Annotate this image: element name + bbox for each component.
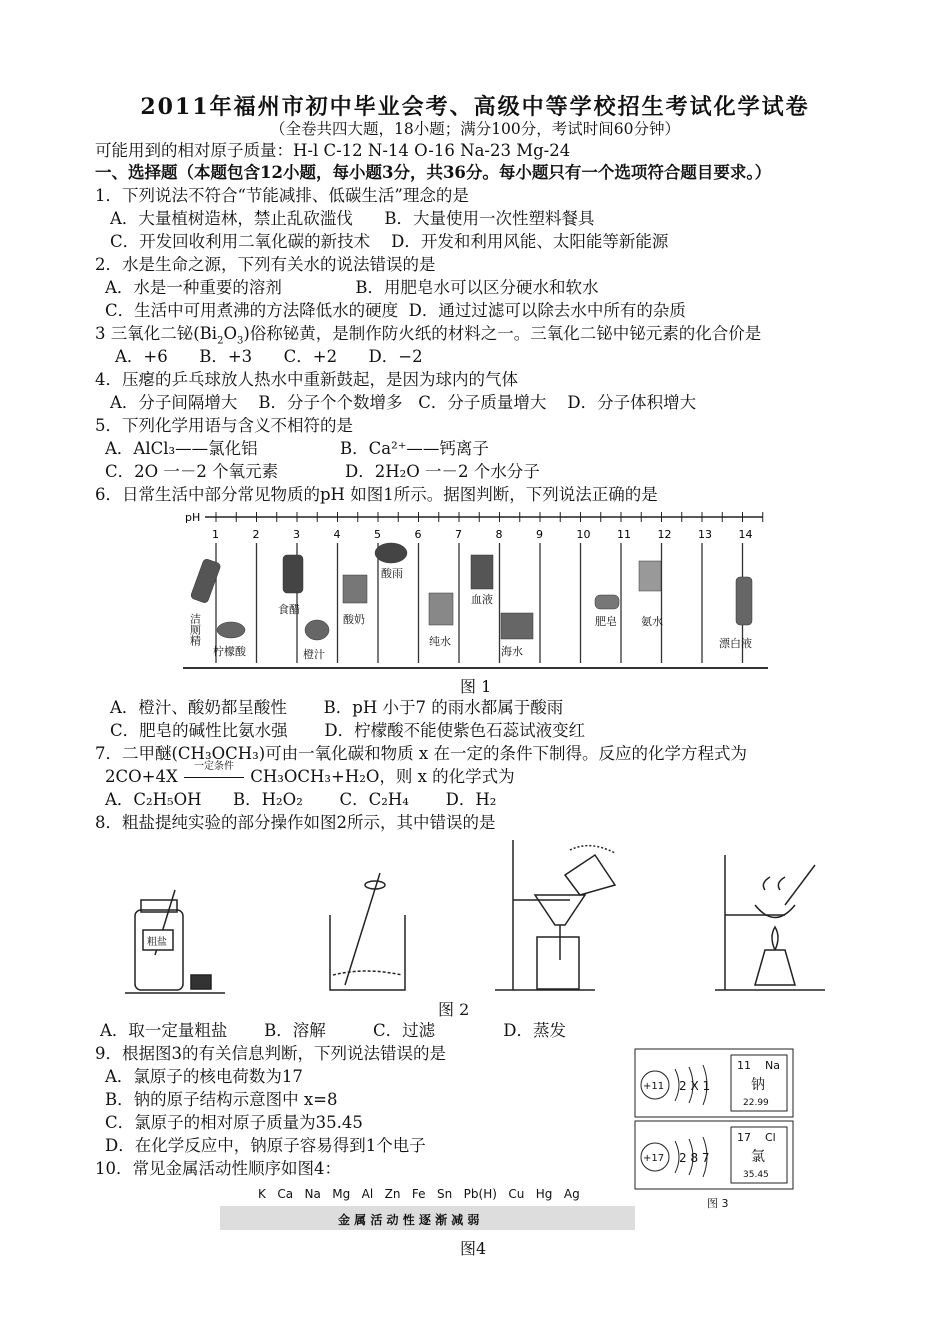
label-seawater: 海水 (501, 645, 523, 658)
label-soap: 肥皂 (595, 615, 617, 628)
na-mass: 22.99 (743, 1098, 769, 1108)
activity-trend-label: 金 属 活 动 性 逐 渐 减 弱 (338, 1213, 480, 1227)
blood-bag (471, 555, 493, 589)
q7-condition: 一定条件 (193, 761, 234, 772)
evaporation-drawing (715, 855, 825, 990)
na-symbol: Na (765, 1059, 780, 1072)
na-number: 11 (737, 1059, 751, 1072)
q6-options-cd: C．肥皂的碱性比氨水强 D．柠檬酸不能使紫色石蕊试液变红 (110, 721, 586, 740)
figure-4-caption: 图4 (460, 1239, 487, 1258)
orange-icon (305, 620, 329, 640)
ph-tick-label: 8 (495, 528, 503, 541)
jar-label: 粗盐 (147, 937, 167, 948)
na-name: 钠 (751, 1077, 765, 1093)
ph-tick-label: 4 (333, 528, 341, 541)
q2-options-ab: A．水是一种重要的溶剂 B．用肥皂水可以区分硬水和软水 (105, 278, 599, 297)
label-citric-acid: 柠檬酸 (213, 645, 246, 658)
q5-option-c: C．2O 一－2 个氧元素 (105, 462, 279, 481)
ph-tick-label: 3 (293, 528, 300, 541)
cl-shells: 2 8 7 (679, 1151, 710, 1165)
soap-icon (595, 595, 619, 609)
q7-options: A．C₂H₅OH B．H₂O₂ C．C₂H₄ D．H₂ (105, 790, 497, 809)
seawater-icon (501, 613, 533, 639)
q5-stem: 5．下列化学用语与含义不相符的是 (95, 416, 353, 435)
q7-stem: 7．二甲醚(CH₃OCH₃)可由一氧化碳和物质 x 在一定的条件下制得。反应的化学方程式为 (95, 744, 747, 763)
label-yogurt: 酸奶 (343, 613, 365, 626)
ph-tick-label: 11 (617, 528, 631, 541)
atomic-masses: 可能用到的相对原子质量：H-l C-12 N-14 O-16 Na-23 Mg-24 (95, 141, 571, 160)
ph-tick-label: 14 (738, 528, 753, 541)
q4-options: A．分子间隔增大 B．分子个个数增多 C．分子质量增大 D．分子体积增大 (110, 393, 697, 412)
q9-stem: 9．根据图3的有关信息判断，下列说法错误的是 (95, 1044, 446, 1063)
label-pure-water: 纯水 (429, 635, 451, 648)
figure-3-caption: 图 3 (707, 1197, 729, 1210)
ph-tick-label: 5 (374, 528, 381, 541)
lemon-icon (217, 622, 245, 638)
label-toilet-cleaner: 洁厕精 (188, 613, 202, 646)
exam-subtitle: （全卷共四大题，18小题；满分100分，考试时间60分钟） (269, 120, 681, 138)
q8-stem: 8．粗盐提纯实验的部分操作如图2所示，其中错误的是 (95, 813, 496, 832)
salt-jar-drawing (125, 890, 225, 993)
q6-options-ab: A．橙汁、酸奶都呈酸性 B．pH 小于7 的雨水都属于酸雨 (110, 698, 564, 717)
q2-stem: 2．水是生命之源，下列有关水的说法错误的是 (95, 255, 436, 274)
cl-symbol: Cl (765, 1131, 776, 1144)
exam-title: 2011年福州市初中毕业会考、高级中等学校招生考试化学试卷 (140, 94, 810, 120)
ammonia-beaker (639, 561, 661, 591)
na-shells: 2 X 1 (679, 1079, 711, 1093)
q3-stem: 3 三氧化二铋$(Bi_2O_3)$俗称铋黄，是制作防火纸的材料之一。三氧化二铋中铋元素的化合价是 (95, 324, 762, 347)
q9-option-a: A．氯原子的核电荷数为17 (105, 1067, 303, 1086)
label-bleach: 漂白液 (719, 637, 752, 650)
acid-rain-cloud (375, 543, 407, 563)
q5-option-d: D．2H₂O 一－2 个水分子 (345, 462, 540, 481)
figure-1-ph-scale (183, 505, 768, 673)
q9-option-c: C．氯原子的相对原子质量为35.45 (105, 1113, 363, 1132)
cl-name: 氯 (751, 1149, 765, 1165)
ph-tick-label: 10 (576, 528, 591, 541)
q7-equation: 2CO+4X 一定条件 CH₃OCH₃+H₂O，则 x 的化学式为 (105, 766, 515, 788)
ph-tick-label: 12 (657, 528, 672, 541)
figure-4-activity-series (220, 1180, 635, 1234)
ph-tick-label: 9 (536, 528, 543, 541)
q5-option-a: A．AlCl₃——氯化铝 (105, 439, 258, 458)
yogurt-icon (343, 575, 367, 603)
q2-options-cd: C．生活中可用煮沸的方法降低水的硬度 D．通过过滤可以除去水中所有的杂质 (105, 301, 686, 320)
figure-2-operations (125, 835, 825, 997)
figure-2-caption: 图 2 (438, 1000, 470, 1019)
ph-axis-label: pH (185, 511, 201, 524)
vinegar-bottle (283, 555, 303, 593)
ph-tick-label: 13 (698, 528, 712, 541)
ph-tick-label: 6 (414, 528, 422, 541)
bleach-bottle (736, 577, 752, 625)
q1-stem: 1．下列说法不符合“节能减排、低碳生活”理念的是 (95, 186, 469, 205)
label-vinegar: 食醋 (278, 603, 300, 616)
label-acid-rain: 酸雨 (381, 567, 403, 580)
pure-water-glass (429, 593, 453, 625)
q9-option-b: B．钠的原子结构示意图中 x=8 (105, 1090, 338, 1109)
figure-1-caption: 图 1 (460, 677, 492, 696)
q9-option-d: D．在化学反应中，钠原子容易得到1个电子 (105, 1136, 426, 1155)
q1-options-cd: C．开发回收利用二氧化碳的新技术 D．开发和利用风能、太阳能等新能源 (110, 232, 669, 251)
cl-mass: 35.45 (743, 1170, 769, 1180)
ph-tick-label: 2 (252, 528, 260, 541)
q8-options: A．取一定量粗盐 B．溶解 C．过滤 D．蒸发 (100, 1021, 566, 1040)
q1-options-ab: A．大量植树造林，禁止乱砍滥伐 B．大量使用一次性塑料餐具 (110, 209, 595, 228)
q6-stem: 6．日常生活中部分常见物质的pH 如图1所示。据图判断，下列说法正确的是 (95, 485, 658, 504)
ph-tick-label: 7 (455, 528, 462, 541)
figure-3-atom-info (633, 1047, 795, 1217)
ph-tick-label: 1 (212, 528, 219, 541)
section-heading: 一、选择题（本题包含12小题，每小题3分，共36分。每小题只有一个选项符合题目要求。） (95, 163, 772, 182)
label-blood: 血液 (471, 593, 493, 606)
na-nucleus: +11 (643, 1081, 665, 1092)
cl-number: 17 (737, 1131, 751, 1144)
q3-options: A．+6 B．+3 C．+2 D．−2 (115, 347, 423, 366)
cl-nucleus: +17 (643, 1153, 665, 1164)
q10-stem: 10．常见金属活动性顺序如图4： (95, 1159, 341, 1178)
metal-series: K Ca Na Mg Al Zn Fe Sn Pb(H) Cu Hg Ag (258, 1187, 580, 1201)
q4-stem: 4．压瘪的乒乓球放人热水中重新鼓起，是因为球内的气体 (95, 370, 518, 389)
beaker-drawing (330, 873, 405, 990)
filtration-drawing (495, 840, 615, 990)
label-orange-juice: 橙汁 (303, 648, 325, 661)
label-ammonia: 氨水 (641, 615, 663, 628)
q5-option-b: B．Ca²⁺——钙离子 (340, 439, 489, 458)
